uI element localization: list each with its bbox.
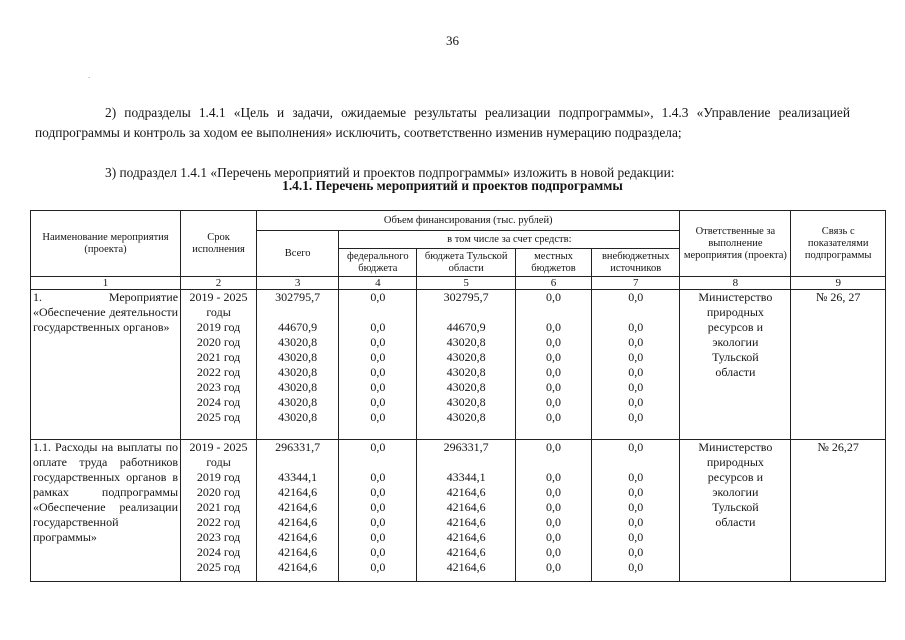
period-value: 2021 год: [196, 500, 241, 514]
regional-budget-value: 296331,7: [443, 440, 489, 454]
extra-budget-value: 0,0: [628, 395, 644, 409]
column-number: 6: [516, 277, 592, 290]
federal-budget-cell: [339, 290, 417, 440]
period-value: 2023 год: [196, 530, 241, 544]
period-value: 2025 год: [196, 560, 241, 574]
extra-budget-cell: [592, 290, 680, 440]
section-title: 1.4.1. Перечень мероприятий и проектов подпрограммы: [282, 178, 623, 193]
regional-budget-value: 43020,8: [446, 365, 486, 379]
page-number: 36: [446, 33, 459, 48]
header-name: Наименование мероприятия (проекта): [31, 211, 181, 277]
local-budget-value: 0,0: [546, 290, 562, 304]
regional-budget-value: 42164,6: [446, 515, 486, 529]
regional-budget-value: 43020,8: [446, 350, 486, 364]
period-value: 2022 год: [196, 515, 241, 529]
regional-budget-value: 42164,6: [446, 500, 486, 514]
total-value: 43020,8: [278, 350, 318, 364]
scan-speck: .: [88, 70, 91, 80]
regional-budget-cell: [417, 290, 516, 440]
regional-budget-value: 42164,6: [446, 530, 486, 544]
extra-budget-value: 0,0: [628, 320, 644, 334]
regional-budget-value: 42164,6: [446, 545, 486, 559]
total-value: 43020,8: [278, 365, 318, 379]
federal-budget-value: 0,0: [370, 290, 386, 304]
header-including: в том числе за счет средств:: [339, 231, 680, 249]
period-value: 2020 год: [196, 335, 241, 349]
local-budget-value: 0,0: [546, 335, 562, 349]
column-number: 7: [592, 277, 680, 290]
column-number: 1: [31, 277, 181, 290]
measures-table: [30, 210, 886, 582]
responsible-cell: Министерство природных ресурсов и экологии Тульской области: [680, 290, 791, 440]
table-row: [31, 440, 886, 582]
header-total: Всего: [257, 231, 339, 277]
regional-budget-value: 42164,6: [446, 560, 486, 574]
local-budget-value: 0,0: [546, 485, 562, 499]
extra-budget-value: 0,0: [628, 500, 644, 514]
total-value: 43020,8: [278, 410, 318, 424]
column-number: 4: [339, 277, 417, 290]
federal-budget-cell: [339, 440, 417, 582]
extra-budget-value: 0,0: [628, 470, 644, 484]
federal-budget-value: 0,0: [370, 485, 386, 499]
paragraph-2: 2) подразделы 1.4.1 «Цель и задачи, ожидаемые результаты реализации подпрограммы», 1.4.3 «Управление реализацией подпрограммы и контроль за ходом ее выполнения» исключить, соответственно изменив нумерацию подраздела;: [35, 105, 850, 141]
extra-budget-value: 0,0: [628, 515, 644, 529]
local-budget-cell: [516, 440, 592, 582]
period-value: 2023 год: [196, 380, 241, 394]
federal-budget-value: 0,0: [370, 515, 386, 529]
extra-budget-value: 0,0: [628, 530, 644, 544]
local-budget-value: 0,0: [546, 440, 562, 454]
local-budget-value: 0,0: [546, 500, 562, 514]
local-budget-value: 0,0: [546, 515, 562, 529]
period-value: 2021 год: [196, 350, 241, 364]
total-value: 42164,6: [278, 515, 318, 529]
federal-budget-value: 0,0: [370, 560, 386, 574]
column-number: 8: [680, 277, 791, 290]
local-budget-value: 0,0: [546, 470, 562, 484]
header-responsible: Ответственные за выполнение мероприятия (проекта): [680, 211, 791, 277]
total-cell: [257, 290, 339, 440]
period-value: 2024 год: [196, 545, 241, 559]
column-numbers-row: [31, 277, 886, 290]
measure-name: 1. Мероприятие «Обеспечение деятельности государственных органов»: [31, 290, 181, 440]
local-budget-value: 0,0: [546, 530, 562, 544]
column-number: 9: [791, 277, 886, 290]
table-row: [31, 290, 886, 440]
federal-budget-value: 0,0: [370, 335, 386, 349]
total-value: 42164,6: [278, 485, 318, 499]
federal-budget-value: 0,0: [370, 320, 386, 334]
period-value: 2019 год: [196, 320, 241, 334]
regional-budget-value: 42164,6: [446, 485, 486, 499]
local-budget-value: 0,0: [546, 320, 562, 334]
regional-budget-cell: [417, 440, 516, 582]
period-value: 2020 год: [196, 485, 241, 499]
federal-budget-value: 0,0: [370, 350, 386, 364]
federal-budget-value: 0,0: [370, 395, 386, 409]
header-term: Срок исполнения: [181, 211, 257, 277]
period-value: 2025 год: [196, 410, 241, 424]
federal-budget-value: 0,0: [370, 530, 386, 544]
column-number: 2: [181, 277, 257, 290]
total-value: 43020,8: [278, 395, 318, 409]
extra-budget-value: 0,0: [628, 485, 644, 499]
extra-budget-cell: [592, 440, 680, 582]
regional-budget-value: 43020,8: [446, 380, 486, 394]
extra-budget-value: 0,0: [628, 545, 644, 559]
regional-budget-value: 43020,8: [446, 410, 486, 424]
header-local: местных бюджетов: [516, 249, 592, 277]
period-value: 2022 год: [196, 365, 241, 379]
extra-budget-value: 0,0: [628, 335, 644, 349]
header-extra: внебюджетных источников: [592, 249, 680, 277]
local-budget-value: 0,0: [546, 365, 562, 379]
extra-budget-value: 0,0: [628, 380, 644, 394]
total-value: 42164,6: [278, 560, 318, 574]
federal-budget-value: 0,0: [370, 500, 386, 514]
federal-budget-value: 0,0: [370, 440, 386, 454]
column-number: 5: [417, 277, 516, 290]
regional-budget-value: 43020,8: [446, 395, 486, 409]
federal-budget-value: 0,0: [370, 470, 386, 484]
total-value: 43020,8: [278, 380, 318, 394]
local-budget-value: 0,0: [546, 545, 562, 559]
total-value: 42164,6: [278, 530, 318, 544]
federal-budget-value: 0,0: [370, 365, 386, 379]
local-budget-value: 0,0: [546, 380, 562, 394]
regional-budget-value: 43020,8: [446, 335, 486, 349]
column-number: 3: [257, 277, 339, 290]
total-cell: [257, 440, 339, 582]
measure-name: 1.1. Расходы на выплаты по оплате труда работников государственных органов в рамках подпрограммы «Обеспечение реализации государственной программы»: [31, 440, 181, 582]
total-value: 43020,8: [278, 335, 318, 349]
total-value: 43344,1: [278, 470, 318, 484]
header-funding: Объем финансирования (тыс. рублей): [257, 211, 680, 231]
period-value: 2019 - 2025 годы: [189, 290, 248, 319]
federal-budget-value: 0,0: [370, 545, 386, 559]
paragraph-3: 3) подраздел 1.4.1 «Перечень мероприятий и проектов подпрограммы» изложить в новой редакции:: [105, 165, 675, 181]
indicator-link-cell: № 26, 27: [791, 290, 886, 440]
period-value: 2019 год: [196, 470, 241, 484]
extra-budget-value: 0,0: [628, 440, 644, 454]
extra-budget-value: 0,0: [628, 410, 644, 424]
header-federal: федерального бюджета: [339, 249, 417, 277]
total-value: 42164,6: [278, 500, 318, 514]
header-regional: бюджета Тульской области: [417, 249, 516, 277]
local-budget-value: 0,0: [546, 410, 562, 424]
responsible-cell: Министерство природных ресурсов и экологии Тульской области: [680, 440, 791, 582]
total-value: 44670,9: [278, 320, 318, 334]
period-cell: [181, 440, 257, 582]
local-budget-value: 0,0: [546, 395, 562, 409]
regional-budget-value: 302795,7: [443, 290, 489, 304]
federal-budget-value: 0,0: [370, 380, 386, 394]
indicator-link-cell: № 26,27: [791, 440, 886, 582]
local-budget-value: 0,0: [546, 350, 562, 364]
extra-budget-value: 0,0: [628, 350, 644, 364]
header-indicators: Связь с показателями подпрограммы: [791, 211, 886, 277]
federal-budget-value: 0,0: [370, 410, 386, 424]
total-value: 296331,7: [275, 440, 321, 454]
extra-budget-value: 0,0: [628, 560, 644, 574]
extra-budget-value: 0,0: [628, 365, 644, 379]
local-budget-cell: [516, 290, 592, 440]
regional-budget-value: 43344,1: [446, 470, 486, 484]
period-value: 2019 - 2025 годы: [189, 440, 248, 469]
extra-budget-value: 0,0: [628, 290, 644, 304]
total-value: 42164,6: [278, 545, 318, 559]
local-budget-value: 0,0: [546, 560, 562, 574]
total-value: 302795,7: [275, 290, 321, 304]
period-value: 2024 год: [196, 395, 241, 409]
regional-budget-value: 44670,9: [446, 320, 486, 334]
period-cell: [181, 290, 257, 440]
